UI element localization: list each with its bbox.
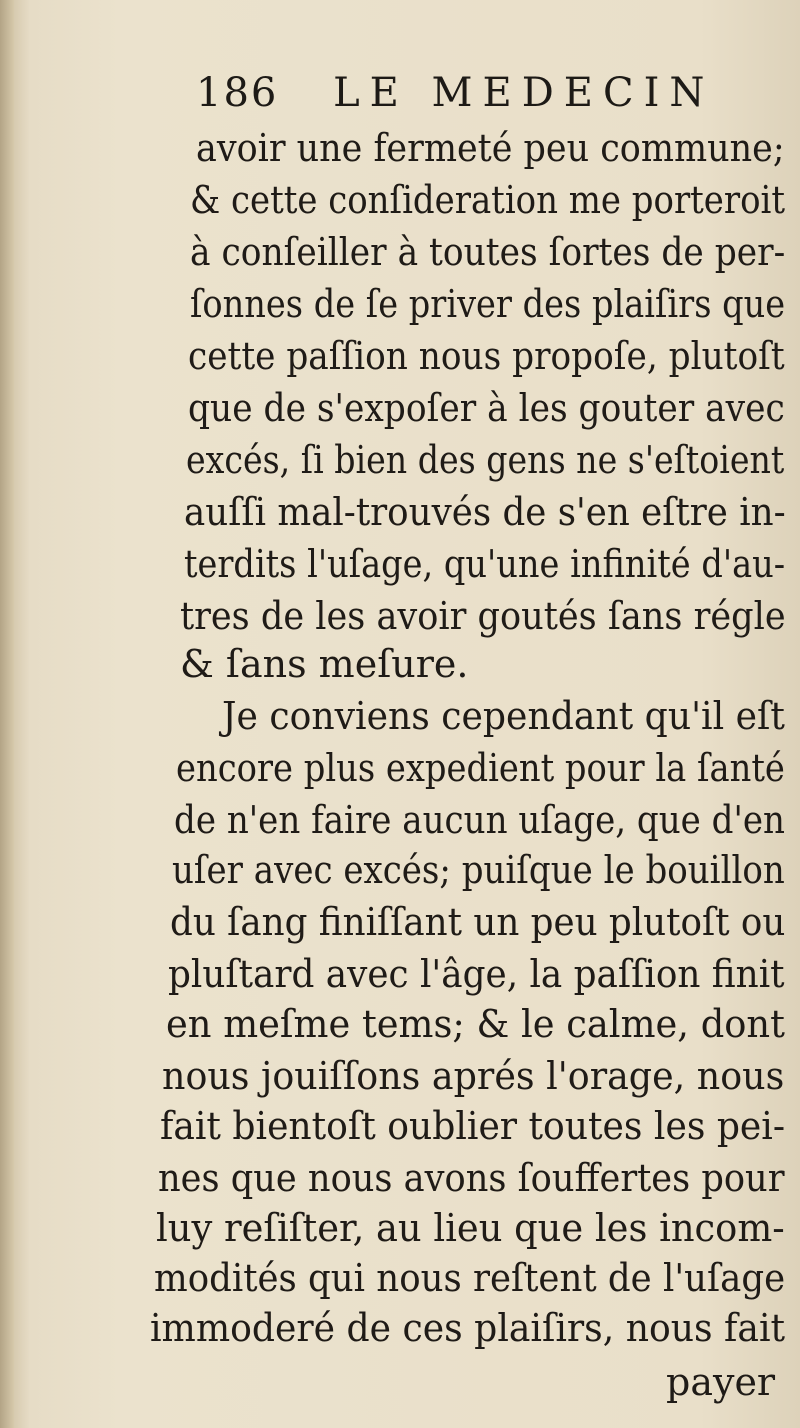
text-line: auſſi mal-trouvés de s'en eſtre in- [184, 490, 786, 534]
text-line: du ſang finiſſant un peu plutoſt ou [170, 900, 786, 944]
text-line: nes que nous avons ſouffertes pour [158, 1156, 785, 1200]
page-header [196, 70, 714, 116]
text-line: de n'en faire aucun uſage, que d'en [174, 798, 786, 842]
text-line: à conſeiller à toutes ſortes de per- [190, 230, 786, 274]
text-line: encore plus expedient pour la ſanté [176, 746, 785, 790]
text-line: pluſtard avec l'âge, la paſſion finit [168, 952, 785, 996]
catchword: payer [666, 1360, 776, 1404]
text-line: avoir une fermeté peu commune; [196, 126, 785, 170]
text-line: modités qui nous reſtent de l'uſage [154, 1256, 786, 1300]
text-line: fait bientoſt oublier toutes les pei- [160, 1104, 786, 1148]
text-line: uſer avec excés; puiſque le bouillon [172, 848, 785, 892]
text-line: cette paſſion nous propoſe, plutoſt [188, 334, 785, 378]
text-line: en meſme tems; & le calme, dont [166, 1002, 785, 1046]
text-line: Je conviens cependant qu'il eſt [222, 694, 785, 738]
text-line: luy reſiſter, au lieu que les incom- [156, 1206, 785, 1250]
running-title: LE MEDECIN [333, 70, 715, 116]
text-line: ſonnes de ſe priver des plaiſirs que [190, 282, 786, 326]
text-line: & cette conſideration me porteroit [190, 178, 786, 222]
text-line: nous jouiſſons aprés l'orage, nous [162, 1054, 785, 1098]
text-line: & ſans meſure. [180, 642, 469, 686]
text-line: que de s'expoſer à les gouter avec [188, 386, 785, 430]
text-line: immoderé de ces plaiſirs, nous fait [150, 1306, 786, 1350]
text-line: tres de les avoir goutés ſans régle [180, 594, 786, 638]
text-line: excés, ſi bien des gens ne s'eſtoient [186, 438, 785, 482]
text-line: terdits l'uſage, qu'une infinité d'au- [184, 542, 786, 586]
page-gutter [0, 0, 14, 1428]
page-number: 186 [196, 70, 279, 116]
